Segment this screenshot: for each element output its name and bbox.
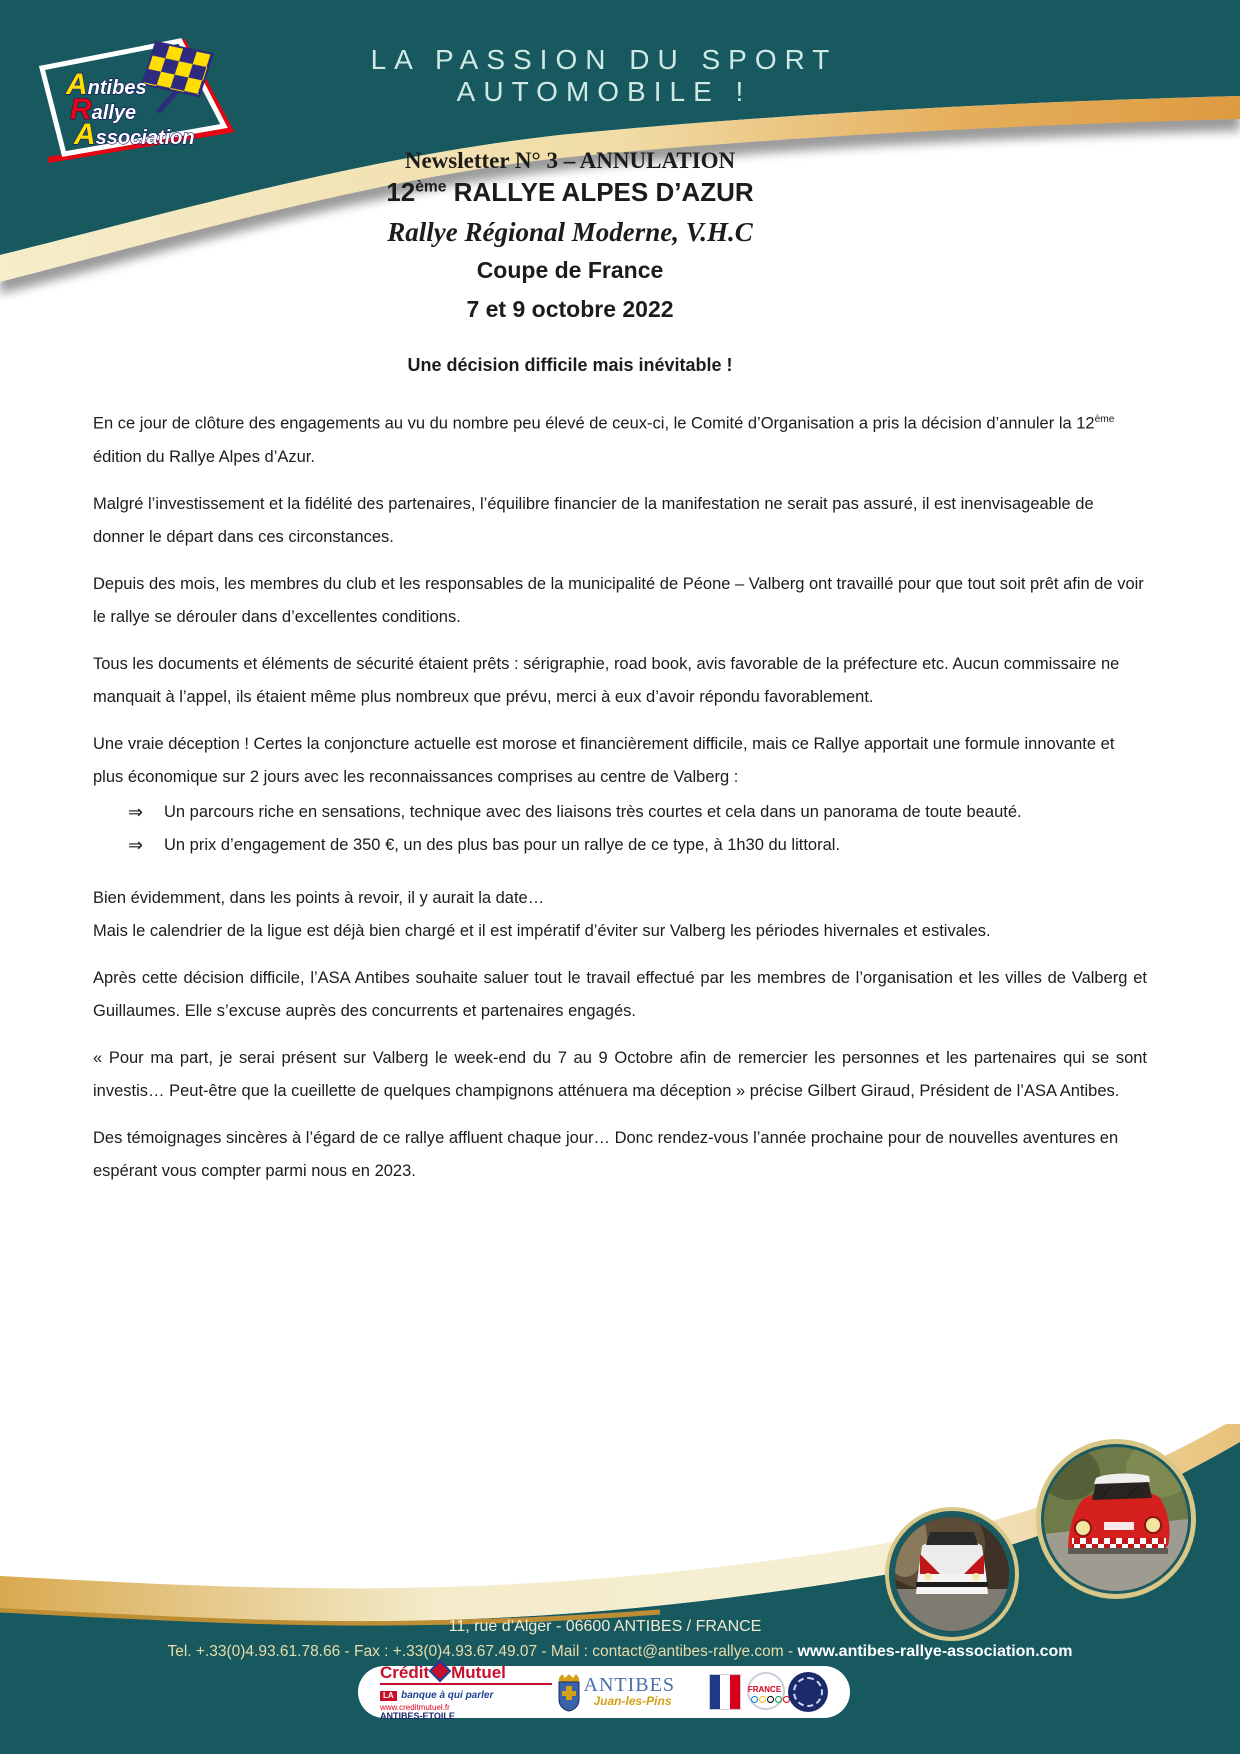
club-badge-logo [788, 1672, 828, 1712]
footer-contact-line [60, 1643, 1180, 1661]
french-ministry-logo [709, 1674, 741, 1710]
credit-mutuel-logo: Crédit Mutuel LA banque à qui parler www.creditmutuel.fr ANTIBES-ETOILE [380, 1663, 552, 1721]
paragraph-6: Bien évidemment, dans les points à revoir, il y aurait la date… [93, 888, 545, 907]
headline: Une décision difficile mais inévitable ! [407, 355, 733, 375]
arrow-bullet-icon: ⇒ [128, 834, 144, 855]
paragraph-8: Après cette décision difficile, l’ASA Antibes souhaite saluer tout le travail effectué par les membres de l’organisation et les villes de Valberg et Guillaumes. Elle s’excuse auprès des concurrents et partenaires engagés. [93, 968, 1147, 1020]
paragraph-7: Mais le calendrier de la ligue est déjà bien chargé et il est impératif d’éviter sur Valberg les périodes hivernales et estivales. [93, 921, 991, 940]
newsletter-title: Newsletter N° 3 – ANNULATION [404, 148, 736, 173]
sponsor-logo-bar [358, 1663, 850, 1721]
title-block [0, 148, 1140, 376]
flag-red [730, 1675, 740, 1709]
paragraph-10: Des témoignages sincères à l’égard de ce rallye affluent chaque jour… Donc rendez-vous l’année prochaine pour de nouvelles aventures en espérant vous compter parmi nous en 2023. [93, 1128, 1119, 1180]
flag-blue [710, 1675, 720, 1709]
list-item [93, 829, 1147, 862]
bullet-list [93, 796, 1147, 862]
olympic-rings-icon [751, 1696, 790, 1703]
contact-details[interactable]: Tel. +.33(0)4.93.61.78.66 - Fax : +.33(0)4.93.67.49.07 - Mail : contact@antibes-rallye.com - [167, 1643, 798, 1660]
arrow-bullet-icon: ⇒ [128, 801, 144, 822]
paragraph-2: Malgré l’investissement et la fidélité des partenaires, l’équilibre financier de la manifestation ne serait pas assuré, il est inenvisageable de donner le départ dans ces circonstances. [93, 494, 1094, 546]
paragraph-1: En ce jour de clôture des engagements au vu du nombre peu élevé de ceux-ci, le Comité d’Organisation a pris la décision d’annuler la 12ème édition du Rallye Alpes d’Azur. [93, 414, 1115, 466]
coupe-de-france-line: Coupe de France [476, 257, 664, 283]
rally-subtitle: Rallye Régional Moderne, V.H.C [387, 217, 753, 247]
logo-line3: Association [74, 118, 195, 151]
logo-line1: Antibes [66, 68, 147, 101]
antibes-rallye-association-logo [30, 36, 245, 166]
checkered-flag-icon [142, 42, 212, 112]
credit-mutuel-url[interactable]: www.creditmutuel.fr [380, 1703, 450, 1712]
footer-address: 11, rue d’Alger - 06600 ANTIBES / FRANCE [448, 1618, 762, 1635]
event-date: 7 et 9 octobre 2022 [466, 296, 674, 322]
bullet-2-text: Un prix d’engagement de 350 €, un des plus bas pour un rallye de ce type, à 1h30 du littoral. [164, 835, 841, 854]
paragraph-3: Depuis des mois, les membres du club et les responsables de la municipalité de Péone – Valberg ont travaillé pour que tout soit prêt afin de voir le rallye se dérouler dans d’excellentes conditions. [93, 574, 1144, 626]
flag-white [720, 1675, 730, 1709]
credit-mutuel-diamond-icon [429, 1660, 452, 1683]
newsletter-body [93, 403, 1147, 1202]
antibes-juan-les-pins-logo: ANTIBES Juan-les-Pins [556, 1670, 706, 1714]
logo-line2: Rallye [70, 93, 137, 126]
paragraph-9-quote: « Pour ma part, je serai présent sur Valberg le week-end du 7 au 9 Octobre afin de remercier les personnes et les partenaires qui se sont investis… Peut-être que la cueillette de quelques champignons atténuera ma déception » précise Gilbert Giraud, Président de l’ASA Antibes. [93, 1048, 1147, 1100]
photo-classic-rally-car [1036, 1439, 1196, 1599]
website-link[interactable]: www.antibes-rallye-association.com [797, 1643, 1073, 1660]
antibes-crest-icon [556, 1672, 582, 1712]
paragraph-5: Une vraie déception ! Certes la conjoncture actuelle est morose et financièrement difficile, mais ce Rallye apportait une formule innovante et plus économique sur 2 jours avec les reconnaissances comprises au centre de Valberg : [93, 734, 1115, 786]
paragraph-4: Tous les documents et éléments de sécurité étaient prêts : sérigraphie, road book, avis favorable de la préfecture etc. Aucun commissaire ne manquait à l’appel, ils étaient même plus nombreux que prévu, merci à eux d’avoir répondu favorablement. [93, 654, 1120, 706]
cdos-olympic-logo: FRANCE [745, 1672, 785, 1712]
list-item [93, 796, 1147, 829]
header-tagline: LA PASSION DU SPORT AUTOMOBILE ! [370, 44, 838, 107]
bullet-1-text: Un parcours riche en sensations, technique avec des liaisons très courtes et cela dans un panorama de toute beauté. [164, 802, 1022, 821]
rally-title: 12ème RALLYE ALPES D’AZUR [386, 177, 754, 207]
